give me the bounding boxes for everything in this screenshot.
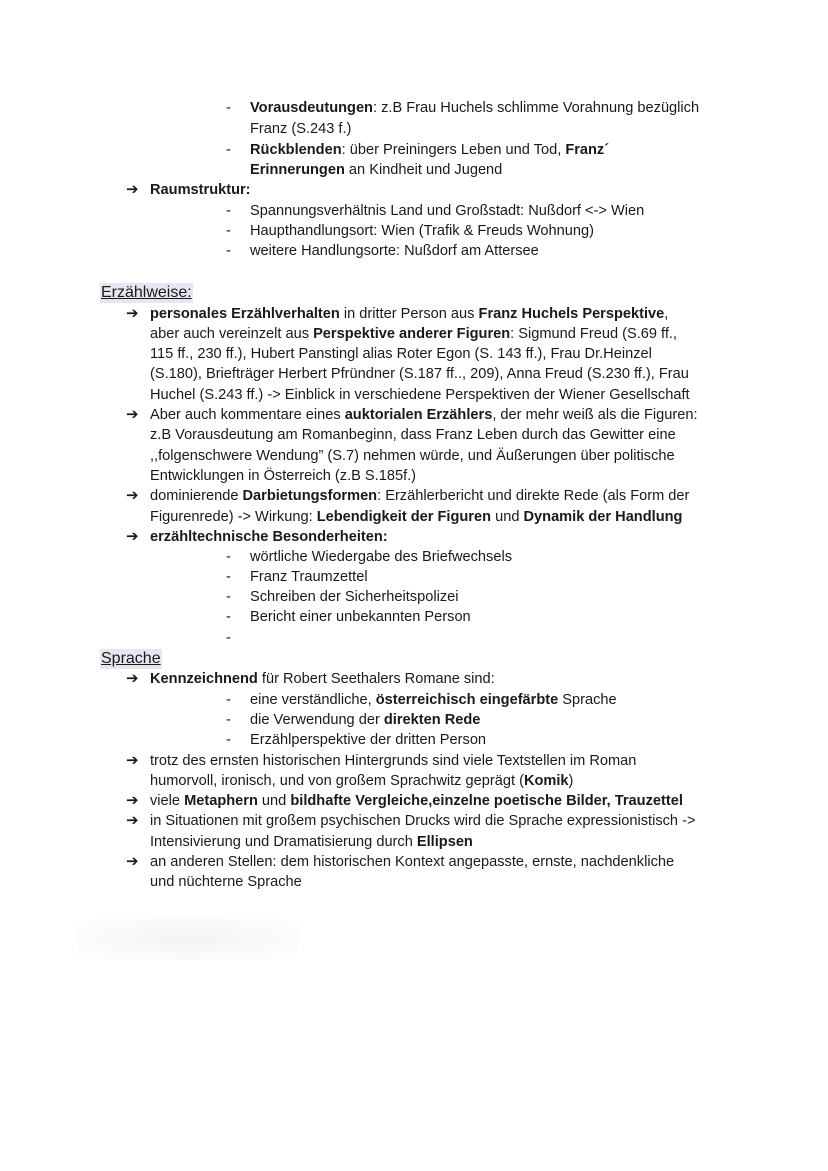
bullet-dash: - — [226, 569, 231, 585]
list-item: Franz Traumzettel — [250, 569, 368, 585]
bold-text: Ellipsen — [416, 834, 473, 850]
paragraph-line: (S.180), Briefträger Herbert Pfründner (S.187 ff.., 209), Anna Freud (S.230 ff.), Frau — [150, 366, 689, 382]
paragraph-line: trotz des ernsten historischen Hintergrunds sind viele Textstellen im Roman — [150, 753, 637, 769]
arrow-bullet: ➔ — [126, 406, 139, 423]
text: Sprache — [558, 692, 617, 708]
text: , der mehr weiß als die Figuren: — [492, 407, 698, 423]
paragraph-line — [150, 669, 495, 689]
text: eine verständliche, — [250, 692, 376, 708]
bold-text: Lebendigkeit der Figuren — [316, 509, 492, 525]
bullet-dash: - — [226, 203, 231, 219]
paragraph-line — [150, 791, 683, 811]
arrow-bullet: ➔ — [126, 792, 139, 809]
paragraph-line: 115 ff., 230 ff.), Hubert Panstingl alias Roter Egon (S. 143 ff.), Frau Dr.Heinzel — [150, 346, 652, 362]
bullet-dash: - — [226, 243, 231, 259]
arrow-bullet: ➔ — [126, 487, 139, 504]
bold-text: Komik — [523, 773, 569, 789]
text: ) — [568, 773, 574, 789]
text: viele — [150, 793, 185, 809]
paragraph-line — [150, 771, 573, 791]
text: , — [664, 306, 669, 322]
rueckblenden-line — [250, 140, 609, 160]
arrow-bullet: ➔ — [126, 181, 139, 198]
vorausdeutungen-line-2: Franz (S.243 f.) — [250, 121, 352, 137]
term-rueckblenden: Rückblenden — [250, 142, 342, 158]
paragraph-line — [150, 832, 473, 852]
paragraph-line: Huchel (S.243 ff.) -> Einblick in verschiedene Perspektiven der Wiener Gesellschaft — [150, 387, 690, 403]
text: : z.B Frau Huchels schlimme Vorahnung bezüglich — [372, 100, 700, 116]
text: an Kindheit und Jugend — [344, 162, 503, 178]
bold-text: Franz Huchels Perspektive — [478, 306, 665, 322]
bold-text: auktorialen Erzählers — [344, 407, 493, 423]
faint-smudge — [78, 918, 298, 960]
arrow-bullet: ➔ — [126, 752, 139, 769]
vorausdeutungen-line — [250, 98, 699, 118]
text: die Verwendung der — [250, 712, 384, 728]
bold-text: Franz´ — [565, 142, 610, 158]
arrow-bullet: ➔ — [126, 528, 139, 545]
list-item: wörtliche Wiedergabe des Briefwechsels — [250, 549, 512, 565]
bullet-dash: - — [226, 732, 231, 748]
raum-item: Spannungsverhältnis Land und Großstadt: Nußdorf <-> Wien — [250, 203, 645, 219]
paragraph-line: und nüchterne Sprache — [150, 874, 302, 890]
bold-text: direkten Rede — [383, 712, 481, 728]
text: und — [257, 793, 291, 809]
bullet-dash: - — [226, 589, 231, 605]
raum-item: Haupthandlungsort: Wien (Trafik & Freuds Wohnung) — [250, 223, 594, 239]
text: Figurenrede) -> Wirkung: — [150, 509, 317, 525]
text: Intensivierung und Dramatisierung durch — [150, 834, 417, 850]
text: und — [491, 509, 524, 525]
paragraph-line: ,,folgenschwere Wendung” (S.7) nehmen würde, und Äußerungen über politische — [150, 448, 675, 464]
text: in dritter Person aus — [339, 306, 479, 322]
text: aber auch vereinzelt aus — [150, 326, 314, 342]
paragraph-line — [150, 405, 698, 425]
paragraph-line — [150, 507, 682, 527]
text: für Robert Seethalers Romane sind: — [257, 671, 495, 687]
list-item — [250, 710, 480, 730]
text: : Erzählerbericht und direkte Rede (als Form der — [377, 488, 690, 504]
bold-text: österreichisch eingefärbte — [375, 692, 559, 708]
paragraph-line: z.B Vorausdeutung am Romanbeginn, dass Franz Leben durch das Gewitter eine — [150, 427, 676, 443]
paragraph-line: Entwicklungen in Österreich (z.B S.185f.) — [150, 468, 417, 484]
list-item: Erzählperspektive der dritten Person — [250, 732, 487, 748]
rueckblenden-line-2 — [250, 160, 502, 180]
text: humorvoll, ironisch, und von großem Sprachwitz geprägt ( — [150, 773, 524, 789]
arrow-bullet: ➔ — [126, 670, 139, 687]
paragraph-line — [150, 304, 668, 324]
bold-text: Kennzeichnend — [150, 671, 258, 687]
text: dominierende — [150, 488, 243, 504]
paragraph-line — [150, 527, 388, 547]
bullet-dash: - — [226, 692, 231, 708]
arrow-bullet: ➔ — [126, 305, 139, 322]
bold-text: Erinnerungen — [250, 162, 345, 178]
section-heading-erzaehlweise: Erzählweise: — [101, 284, 192, 301]
bold-text: bildhafte Vergleiche,einzelne poetische Bilder, Trauzettel — [290, 793, 683, 809]
paragraph-line: an anderen Stellen: dem historischen Kontext angepasste, ernste, nachdenkliche — [150, 854, 675, 870]
list-item — [250, 690, 617, 710]
raum-item: weitere Handlungsorte: Nußdorf am Attersee — [250, 243, 539, 259]
bullet-dash: - — [226, 549, 231, 565]
list-item: Schreiben der Sicherheitspolizei — [250, 589, 459, 605]
bullet-dash: - — [226, 712, 231, 728]
text: : Sigmund Freud (S.69 ff., — [510, 326, 678, 342]
section-heading-sprache: Sprache — [101, 650, 161, 667]
bold-text: erzähltechnische Besonderheiten: — [150, 529, 388, 545]
text: Aber auch kommentare eines — [150, 407, 345, 423]
bullet-dash: - — [226, 142, 231, 158]
bullet-dash: - — [226, 609, 231, 625]
arrow-bullet: ➔ — [126, 853, 139, 870]
paragraph-line: in Situationen mit großem psychischen Drucks wird die Sprache expressionistisch -> — [150, 813, 696, 829]
paragraph-line — [150, 324, 677, 344]
bold-text: Perspektive anderer Figuren — [313, 326, 511, 342]
raumstruktur-label — [150, 180, 251, 200]
bullet-dash: - — [226, 630, 231, 646]
bullet-dash: - — [226, 223, 231, 239]
text: : über Preiningers Leben und Tod, — [341, 142, 566, 158]
bold-text: Darbietungsformen — [242, 488, 378, 504]
bold-text: personales Erzählverhalten — [150, 306, 340, 322]
bullet-dash: - — [226, 100, 231, 116]
bold-text: Raumstruktur: — [150, 182, 251, 198]
paragraph-line — [150, 486, 689, 506]
list-item: Bericht einer unbekannten Person — [250, 609, 471, 625]
term-vorausdeutungen: Vorausdeutungen — [250, 100, 373, 116]
arrow-bullet: ➔ — [126, 812, 139, 829]
bold-text: Dynamik der Handlung — [523, 509, 683, 525]
bold-text: Metaphern — [184, 793, 258, 809]
